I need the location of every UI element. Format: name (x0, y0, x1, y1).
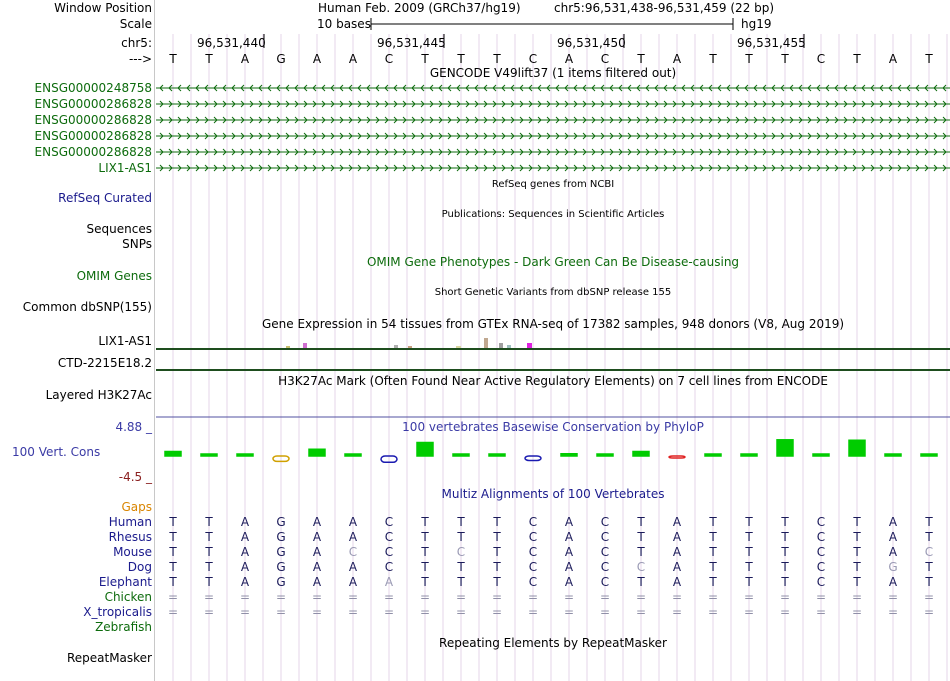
alignment-base: C (384, 515, 394, 529)
alignment-base: C (600, 575, 610, 589)
alignment-base: T (925, 515, 933, 529)
assembly-text: Human Feb. 2009 (GRCh37/hg19) (318, 1, 521, 15)
alignment-base: = (491, 605, 503, 619)
gencode-track-label[interactable]: ENSG00000286828 (34, 145, 152, 159)
species-label[interactable]: Rhesus (108, 530, 152, 544)
species-label[interactable]: X_tropicalis (83, 605, 152, 619)
alignment-base: T (169, 575, 177, 589)
conservation-mark (921, 454, 937, 456)
alignment-base: = (923, 590, 935, 604)
coord-ticks (156, 32, 950, 52)
refseq-label[interactable]: RefSeq Curated (58, 191, 152, 205)
alignment-base: T (853, 575, 861, 589)
alignment-base: T (205, 545, 213, 559)
gtex-title[interactable]: Gene Expression in 54 tissues from GTEx RNA-seq of 17382 samples, 948 donors (V8, Aug 2019) (261, 317, 845, 331)
omim-title[interactable]: OMIM Gene Phenotypes - Dark Green Can Be Disease-causing (366, 255, 740, 269)
alignment-base: C (348, 545, 358, 559)
conservation-ymin: -4.5 _ (118, 470, 152, 484)
conservation-mark (201, 454, 217, 456)
base-letter: T (205, 52, 213, 66)
conservation-plot[interactable] (156, 438, 950, 478)
alignment-base: T (457, 575, 465, 589)
base-letter: C (816, 52, 826, 66)
gtex-label-2[interactable]: CTD-2215E18.2 (57, 356, 152, 370)
h3k27ac-title[interactable]: H3K27Ac Mark (Often Found Near Active Regulatory Elements) on 7 cell lines from ENCODE (278, 374, 828, 388)
label-divider (154, 0, 155, 681)
alignment-base: = (923, 605, 935, 619)
base-letter: A (672, 52, 682, 66)
alignment-base: A (240, 515, 250, 529)
alignment-base: = (671, 605, 683, 619)
alignment-base: A (672, 575, 682, 589)
alignment-base: T (781, 575, 789, 589)
base-letter: G (276, 52, 286, 66)
base-letter: T (925, 52, 933, 66)
alignment-base: T (169, 530, 177, 544)
alignment-base: T (745, 545, 753, 559)
alignment-base: T (781, 545, 789, 559)
alignment-base: C (816, 575, 826, 589)
alignment-base: T (493, 560, 501, 574)
h3k27ac-label[interactable]: Layered H3K27Ac (45, 388, 152, 402)
gtex-bar (507, 345, 511, 348)
alignment-base: C (384, 560, 394, 574)
alignment-base: = (383, 590, 395, 604)
conservation-mark (705, 454, 721, 456)
alignment-base: = (455, 605, 467, 619)
base-letter: T (709, 52, 717, 66)
conservation-mark (885, 454, 901, 456)
repeatmasker-title[interactable]: Repeating Elements by RepeatMasker (439, 636, 667, 650)
alignment-base: T (925, 530, 933, 544)
alignment-base: G (276, 575, 286, 589)
h3k27ac-baseline (156, 416, 950, 418)
base-letter: C (384, 52, 394, 66)
alignment-base: = (779, 605, 791, 619)
alignment-base: = (851, 590, 863, 604)
alignment-base: T (853, 530, 861, 544)
alignment-base: = (671, 590, 683, 604)
alignment-base: = (275, 605, 287, 619)
gaps-label[interactable]: Gaps (121, 500, 152, 514)
alignment-base: T (637, 575, 645, 589)
coord-2: 96,531,445 (377, 36, 446, 50)
snps-label[interactable]: SNPs (122, 237, 152, 251)
alignment-base: A (888, 575, 898, 589)
alignment-base: A (888, 545, 898, 559)
alignment-base: A (348, 575, 358, 589)
conservation-mark (381, 456, 397, 462)
base-letter: T (781, 52, 789, 66)
alignment-base: C (600, 515, 610, 529)
alignment-base: A (672, 515, 682, 529)
alignment-base: T (169, 515, 177, 529)
gencode-track-label[interactable]: ENSG00000286828 (34, 97, 152, 111)
alignment-base: T (781, 515, 789, 529)
refseq-title[interactable]: RefSeq genes from NCBI (491, 179, 615, 190)
alignment-base: = (455, 590, 467, 604)
alignment-base: = (887, 605, 899, 619)
alignment-base: = (167, 590, 179, 604)
alignment-base: = (311, 605, 323, 619)
base-letter: T (745, 52, 753, 66)
chr-label: chr5: (121, 36, 152, 50)
scale-text: 10 bases (317, 17, 371, 31)
alignment-base: T (421, 530, 429, 544)
window-position-label: Window Position (54, 1, 152, 15)
alignment-base: A (384, 575, 394, 589)
position-text: chr5:96,531,438-96,531,459 (22 bp) (554, 1, 775, 15)
alignment-base: = (815, 590, 827, 604)
db-text: hg19 (741, 17, 772, 31)
conservation-mark (237, 454, 253, 456)
alignment-base: T (709, 530, 717, 544)
alignment-base: T (745, 560, 753, 574)
alignment-base: A (312, 575, 322, 589)
gtex-bar (456, 346, 461, 348)
alignment-base: = (743, 590, 755, 604)
alignment-base: T (421, 575, 429, 589)
base-letter: T (637, 52, 645, 66)
alignment-base: C (528, 575, 538, 589)
alignment-base: T (853, 560, 861, 574)
alignment-base: T (457, 530, 465, 544)
alignment-base: C (528, 560, 538, 574)
alignment-base: T (493, 575, 501, 589)
alignment-base: A (240, 560, 250, 574)
alignment-base: A (312, 545, 322, 559)
alignment-base: T (205, 530, 213, 544)
gtex-bar (527, 343, 532, 348)
species-label[interactable]: Mouse (113, 545, 152, 559)
coord-4: 96,531,455 (737, 36, 806, 50)
gtex-gene-line (156, 348, 950, 350)
alignment-base: T (709, 515, 717, 529)
alignment-base: C (528, 545, 538, 559)
alignment-base: = (167, 605, 179, 619)
alignment-base: T (925, 560, 933, 574)
alignment-base: A (564, 575, 574, 589)
gtex-features[interactable] (156, 334, 950, 374)
conservation-mark (849, 440, 865, 456)
alignment-base: T (745, 515, 753, 529)
alignment-base: C (528, 530, 538, 544)
alignment-base: G (276, 545, 286, 559)
sequences-label[interactable]: Sequences (86, 222, 152, 236)
dbsnp-title[interactable]: Short Genetic Variants from dbSNP release 155 (434, 287, 672, 298)
alignment-base: = (851, 605, 863, 619)
gtex-gene-line (156, 369, 950, 371)
gtex-bar (394, 345, 398, 348)
alignment-base: T (205, 515, 213, 529)
gencode-features[interactable] (156, 80, 950, 176)
alignment-base: A (312, 530, 322, 544)
alignment-base: A (672, 560, 682, 574)
alignment-base: = (887, 590, 899, 604)
alignment-base: T (781, 530, 789, 544)
alignment-base: T (709, 575, 717, 589)
alignment-base: T (205, 560, 213, 574)
alignment-base: G (276, 515, 286, 529)
alignment-base: C (600, 530, 610, 544)
alignment-base: T (421, 515, 429, 529)
alignment-base: T (493, 530, 501, 544)
conservation-mark (417, 443, 433, 457)
species-label[interactable]: Zebrafish (95, 620, 152, 634)
conservation-mark (453, 454, 469, 456)
alignment-base: T (169, 545, 177, 559)
repeatmasker-label[interactable]: RepeatMasker (66, 651, 152, 665)
base-letter: T (493, 52, 501, 66)
alignment-base: A (564, 515, 574, 529)
conservation-mark (561, 454, 577, 456)
alignment-base: T (457, 560, 465, 574)
alignment-base: T (637, 515, 645, 529)
gtex-bar (499, 343, 503, 348)
base-letter: A (240, 52, 250, 66)
base-letter: C (600, 52, 610, 66)
gtex-bar (286, 346, 290, 348)
alignment-base: = (347, 590, 359, 604)
base-letter: A (348, 52, 358, 66)
alignment-base: T (169, 560, 177, 574)
alignment-base: = (239, 590, 251, 604)
alignment-base: C (528, 515, 538, 529)
alignment-base: = (779, 590, 791, 604)
omim-label[interactable]: OMIM Genes (76, 269, 152, 283)
alignment-base: = (491, 590, 503, 604)
conservation-mark (813, 454, 829, 456)
conservation-ymax: 4.88 _ (115, 420, 152, 434)
alignment-base: = (599, 590, 611, 604)
alignment-base: = (311, 590, 323, 604)
alignment-base: T (493, 545, 501, 559)
alignment-base: T (493, 515, 501, 529)
gencode-track-label[interactable]: ENSG00000286828 (34, 113, 152, 127)
alignment-base: C (816, 515, 826, 529)
conservation-mark (489, 454, 505, 456)
alignment-base: C (384, 530, 394, 544)
gtex-label-1[interactable]: LIX1-AS1 (98, 334, 152, 348)
alignment-base: T (421, 560, 429, 574)
alignment-base: C (384, 545, 394, 559)
conservation-mark (741, 454, 757, 456)
coord-3: 96,531,450 (557, 36, 626, 50)
alignment-base: T (421, 545, 429, 559)
alignment-base: C (600, 545, 610, 559)
conservation-title[interactable]: 100 vertebrates Basewise Conservation by PhyloP (402, 420, 704, 434)
alignment-base: = (239, 605, 251, 619)
publications-title[interactable]: Publications: Sequences in Scientific Articles (441, 209, 665, 220)
alignment-base: T (853, 545, 861, 559)
alignment-base: T (457, 515, 465, 529)
strand-label: ---> (128, 52, 152, 66)
alignment-base: = (635, 590, 647, 604)
conservation-mark (777, 440, 793, 456)
alignment-base: A (564, 560, 574, 574)
alignment-base: A (348, 560, 358, 574)
alignment-base: A (888, 515, 898, 529)
alignment-base: T (709, 560, 717, 574)
alignment-base: = (419, 590, 431, 604)
alignment-base: T (781, 560, 789, 574)
base-letter: T (421, 52, 429, 66)
gencode-track-label[interactable]: LIX1-AS1 (98, 161, 152, 175)
conservation-mark (597, 454, 613, 456)
alignment-base: A (672, 530, 682, 544)
scale-bar (370, 16, 740, 32)
gtex-bar (484, 338, 488, 348)
alignment-base: T (853, 515, 861, 529)
base-letter: A (888, 52, 898, 66)
alignment-base: A (564, 545, 574, 559)
alignment-base: A (240, 545, 250, 559)
alignment-base: C (816, 560, 826, 574)
alignment-base: A (240, 575, 250, 589)
alignment-base: C (816, 530, 826, 544)
alignment-base: = (527, 590, 539, 604)
conservation-mark (669, 456, 685, 458)
species-label[interactable]: Dog (127, 560, 152, 574)
multiz-title[interactable]: Multiz Alignments of 100 Vertebrates (441, 487, 665, 501)
base-letter: C (528, 52, 538, 66)
alignment-base: C (924, 545, 934, 559)
alignment-base: G (276, 530, 286, 544)
alignment-base: T (745, 530, 753, 544)
alignment-base: T (637, 545, 645, 559)
coord-1: 96,531,440 (197, 36, 266, 50)
dbsnp-label[interactable]: Common dbSNP(155) (22, 300, 152, 314)
alignment-base: A (672, 545, 682, 559)
gencode-title[interactable]: GENCODE V49lift37 (1 items filtered out) (429, 66, 677, 80)
alignment-base: = (203, 605, 215, 619)
gencode-track-label[interactable]: ENSG00000286828 (34, 129, 152, 143)
alignment-base: = (563, 605, 575, 619)
alignment-base: = (743, 605, 755, 619)
alignment-base: A (312, 515, 322, 529)
gencode-track-label[interactable]: ENSG00000248758 (34, 81, 152, 95)
alignment-base: A (312, 560, 322, 574)
base-letter: T (169, 52, 177, 66)
alignment-base: = (347, 605, 359, 619)
alignment-base: = (707, 590, 719, 604)
alignment-base: A (888, 530, 898, 544)
alignment-base: = (707, 605, 719, 619)
conservation-mark (309, 449, 325, 456)
alignment-base: = (527, 605, 539, 619)
alignment-base: = (275, 590, 287, 604)
alignment-base: A (348, 515, 358, 529)
alignment-base: A (348, 530, 358, 544)
alignment-base: = (599, 605, 611, 619)
conservation-mark (165, 452, 181, 457)
alignment-base: T (637, 530, 645, 544)
gtex-bar (408, 346, 412, 348)
species-label[interactable]: Chicken (104, 590, 152, 604)
scale-label: Scale (119, 17, 152, 31)
alignment-base: = (383, 605, 395, 619)
gtex-bar (303, 343, 307, 348)
alignment-base: G (276, 560, 286, 574)
alignment-base: A (564, 530, 574, 544)
alignment-base: T (205, 575, 213, 589)
alignment-base: = (563, 590, 575, 604)
alignment-base: T (925, 575, 933, 589)
conservation-label[interactable]: 100 Vert. Cons (12, 445, 101, 459)
species-label[interactable]: Human (108, 515, 152, 529)
alignment-base: G (888, 560, 898, 574)
alignment-base: = (635, 605, 647, 619)
alignment-base: T (709, 545, 717, 559)
base-letter: T (853, 52, 861, 66)
base-letter: A (564, 52, 574, 66)
alignment-base: T (745, 575, 753, 589)
alignment-base: C (456, 545, 466, 559)
alignment-base: = (815, 605, 827, 619)
conservation-mark (633, 452, 649, 457)
alignment-base: = (419, 605, 431, 619)
alignment-base: C (816, 545, 826, 559)
conservation-mark (525, 456, 541, 461)
alignment-base: C (600, 560, 610, 574)
conservation-mark (273, 456, 289, 461)
conservation-mark (345, 454, 361, 456)
base-letter: A (312, 52, 322, 66)
alignment-base: A (240, 530, 250, 544)
alignment-base: C (636, 560, 646, 574)
alignment-base: = (203, 590, 215, 604)
species-label[interactable]: Elephant (98, 575, 152, 589)
base-letter: T (457, 52, 465, 66)
